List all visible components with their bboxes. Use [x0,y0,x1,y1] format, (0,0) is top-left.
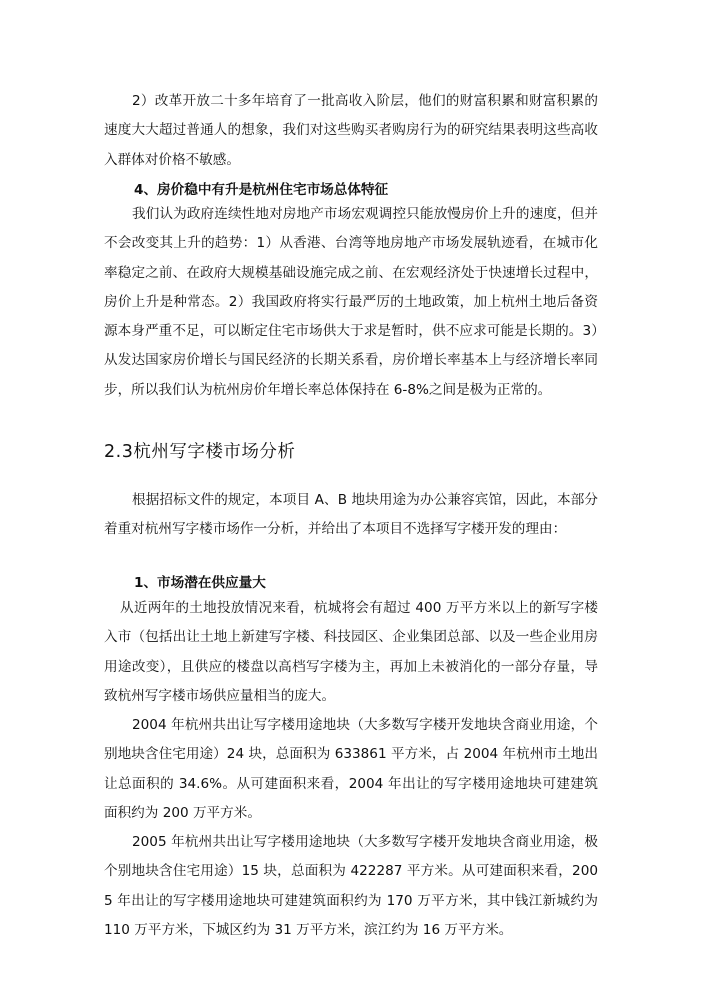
heading-price-trend: 4、房价稳中有升是杭州住宅市场总体特征 [134,182,389,198]
paragraph-2004-land: 2004 年杭州共出让写字楼用途地块（大多数写字楼开发地块含商业用途，个别地块含住宅用途）24 块，总面积为 633861 平方米，占 2004 年杭州市土地出让总面积的 34.6%。从可建面积来看，2004 年出让的写字楼用途地块可建建筑面积约为 200 万平方米。 [104,717,598,821]
section-title-office-market: 2.3杭州写字楼市场分析 [104,442,296,462]
paragraph-intro-office: 根据招标文件的规定，本项目 A、B 地块用途为办公兼容宾馆，因此，本部分着重对杭州写字楼市场作一分析，并给出了本项目不选择写字楼开发的理由： [104,492,598,538]
paragraph-price-trend: 我们认为政府连续性地对房地产市场宏观调控只能放慢房价上升的速度，但并不会改变其上升的趋势：1）从香港、台湾等地房地产市场发展轨迹看，在城市化率稳定之前、在政府大规模基础设施完成之前、在宏观经济处于快速增长过程中，房价上升是种常态。2）我国政府将实行最严厉的土地政策，加上杭州土地后备资源本身严重不足，可以断定住宅市场供大于求是暂时，供不应求可能是长期的。3）从发达国家房价增长与国民经济的长期关系看，房价增长率基本上与经济增长率同步，所以我们认为杭州房价年增长率总体保持在 6-8%之间是极为正常的。 [104,206,598,398]
paragraph-high-income: 2）改革开放二十多年培育了一批高收入阶层，他们的财富积累和财富积累的速度大大超过普通人的想象，我们对这些购买者购房行为的研究结果表明这些高收入群体对价格不敏感。 [104,93,598,168]
paragraph-supply-overview: 从近两年的土地投放情况来看，杭城将会有超过 400 万平方米以上的新写字楼入市（包括出让土地上新建写字楼、科技园区、企业集团总部、以及一些企业用房用途改变），且供应的楼盘以高档写字楼为主，再加上未被消化的一部分存量，导致杭州写字楼市场供应量相当的庞大。 [104,600,598,704]
paragraph-2005-land: 2005 年杭州共出让写字楼用途地块（大多数写字楼开发地块含商业用途，极个别地块含住宅用途）15 块，总面积为 422287 平方米。从可建面积来看，2005 年出让的写字楼用途地块可建建筑面积约为 170 万平方米，其中钱江新城约为 110 万平方米，下城区约为 31 万平方米，滨江约为 16 万平方米。 [104,834,598,938]
heading-potential-supply: 1、市场潜在供应量大 [134,575,266,591]
